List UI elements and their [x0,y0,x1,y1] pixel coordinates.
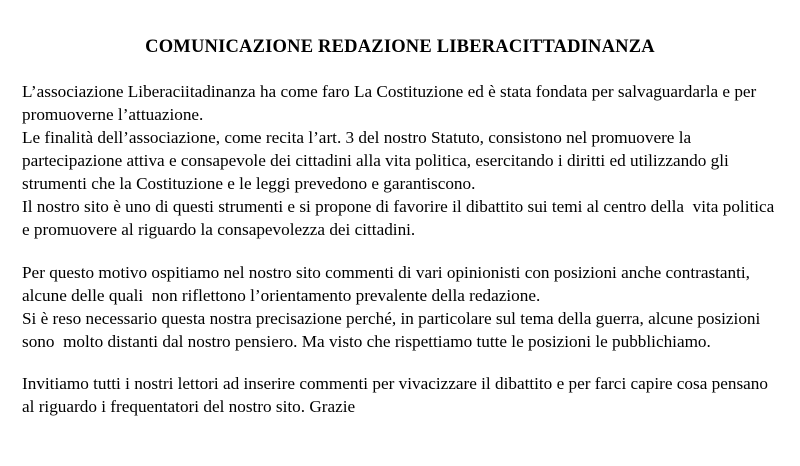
paragraph-3: Il nostro sito è uno di questi strumenti e si propone di favorire il dibattito sui temi al centro della vita politica e promuovere al riguardo la consapevolezza dei cittadini. [22,197,779,240]
paragraph-spacer-2 [22,353,778,372]
paragraph-4: Per questo motivo ospitiamo nel nostro sito commenti di vari opinionisti con posizioni anche contrastanti, alcune delle quali non riflettono l’orientamento prevalente della redazione. [22,262,755,305]
document-body [22,80,778,418]
paragraph-1: L’associazione Liberaciitadinanza ha come faro La Costituzione ed è stata fondata per salvaguardarla e per promuoverne l’attuazione. [22,82,761,125]
paragraph-5: Si è reso necessario questa nostra precisazione perché, in particolare sul tema della guerra, alcune posizioni sono molto distanti dal nostro pensiero. Ma visto che rispettiamo tutte le posizioni le pubblichiamo. [22,308,765,351]
page-title: COMUNICAZIONE REDAZIONE LIBERACITTADINANZA [145,37,655,57]
paragraph-spacer-1 [22,242,778,261]
paragraph-6: Invitiamo tutti i nostri lettori ad inserire commenti per vivacizzare il dibattito e per farci capire cosa pensano al riguardo i frequentatori del nostro sito. Grazie [22,373,773,416]
paragraph-2: Le finalità dell’associazione, come recita l’art. 3 del nostro Statuto, consistono nel promuovere la partecipazione attiva e consapevole dei cittadini alla vita politica, esercitando i diritti ed utilizzando gli strumenti che la Costituzione e le leggi prevedono e garantiscono. [22,128,734,194]
